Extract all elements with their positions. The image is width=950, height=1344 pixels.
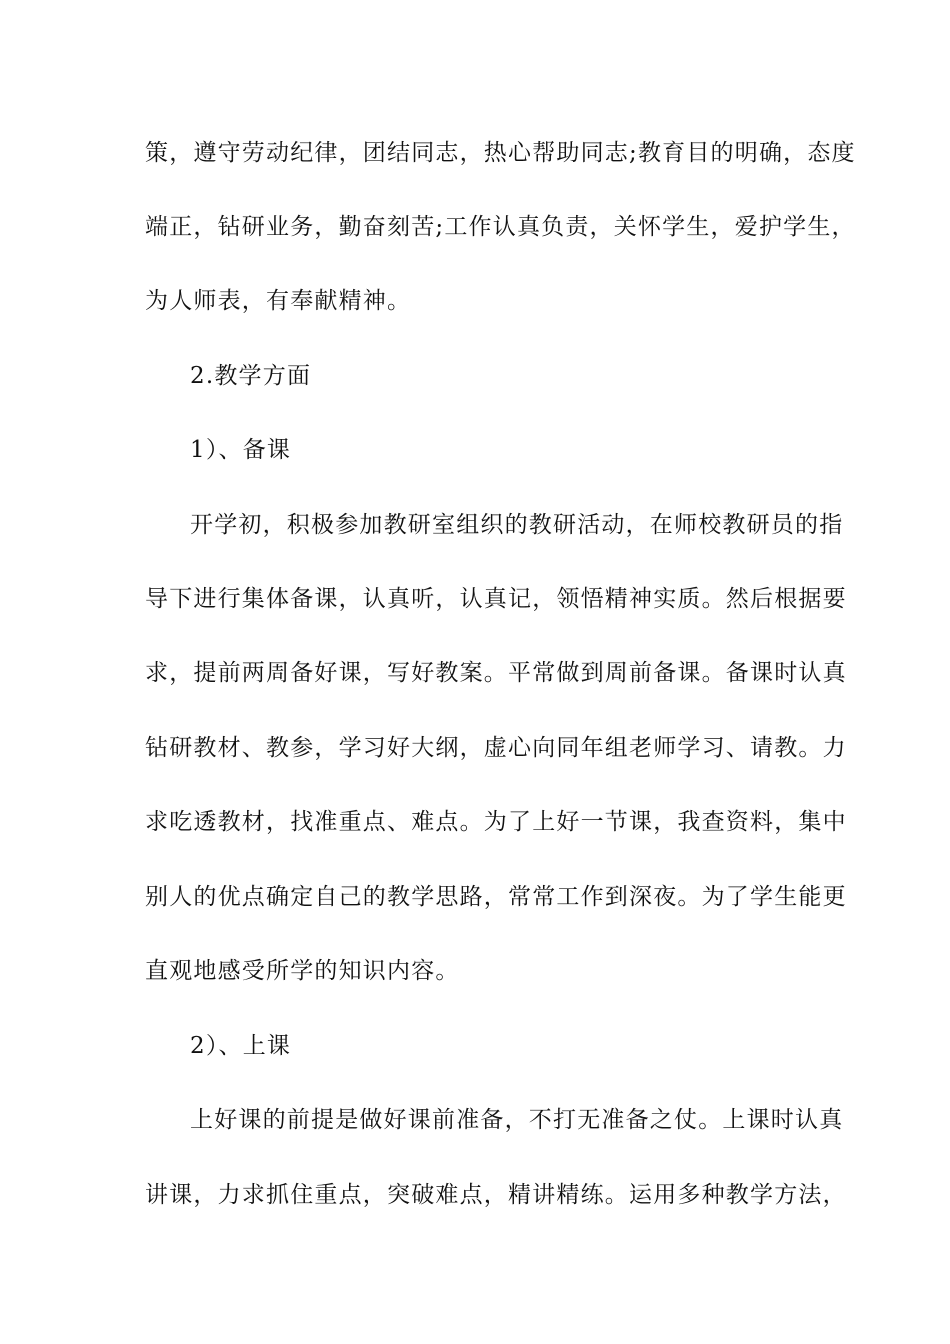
section-heading: 2.教学方面 [190,363,312,389]
paragraph-line: 策，遵守劳动纪律，团结同志，热心帮助同志;教育目的明确，态度 [145,140,856,166]
paragraph-line: 导下进行集体备课，认真听，认真记，领悟精神实质。然后根据要 [145,586,847,612]
subsection-heading: 2）、上课 [190,1033,292,1059]
paragraph-line: 直观地感受所学的知识内容。 [145,958,460,984]
paragraph-line: 别人的优点确定自己的教学思路，常常工作到深夜。为了学生能更 [145,884,847,910]
paragraph-line: 钻研教材、教参，学习好大纲，虚心向同年组老师学习、请教。力 [145,735,847,761]
paragraph-line: 求，提前两周备好课，写好教案。平常做到周前备课。备课时认真 [145,660,847,686]
subsection-heading: 1）、备课 [190,437,292,463]
paragraph-line: 上好课的前提是做好课前准备，不打无准备之仗。上课时认真 [190,1107,844,1133]
paragraph-line: 求吃透教材，找准重点、难点。为了上好一节课，我查资料，集中 [145,809,847,835]
paragraph-line: 开学初，积极参加教研室组织的教研活动，在师校教研员的指 [190,512,844,538]
paragraph-line: 讲课，力求抓住重点，突破难点，精讲精练。运用多种教学方法， [145,1182,847,1208]
paragraph-line: 为人师表，有奉献精神。 [145,288,412,314]
paragraph-line: 端正，钻研业务，勤奋刻苦;工作认真负责，关怀学生，爱护学生， [145,214,856,240]
